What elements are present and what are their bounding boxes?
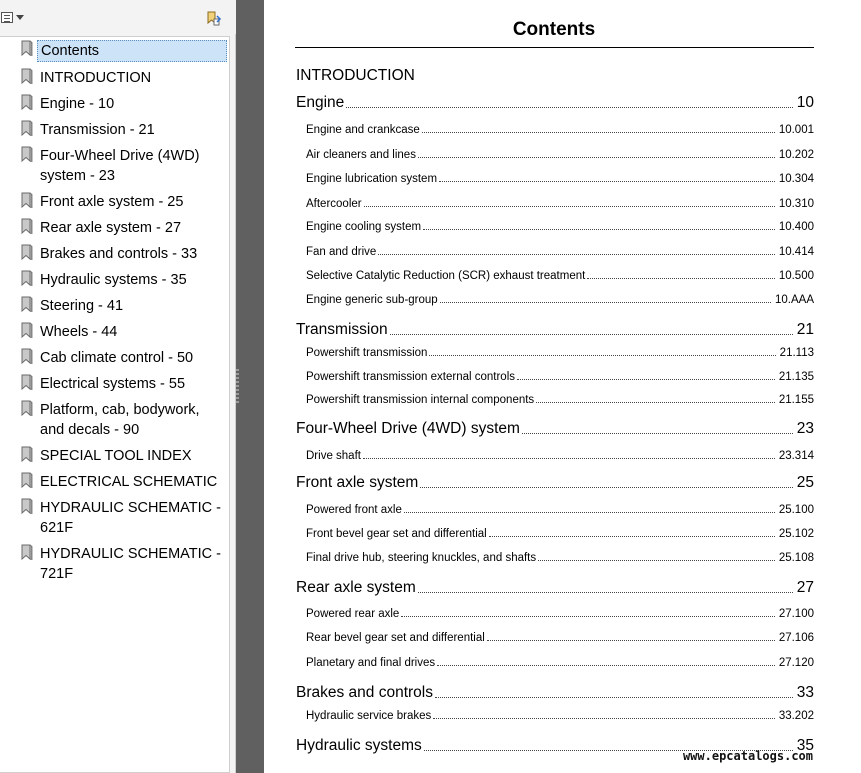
bookmark-icon	[20, 296, 34, 314]
chevron-down-icon	[16, 15, 24, 20]
toc-dot-leader	[517, 379, 775, 380]
bookmark-label: Contents	[37, 40, 227, 62]
toc-page-number: 23.314	[778, 450, 814, 462]
toc-entry-title: Engine and crankcase	[306, 124, 420, 136]
toc-dot-leader	[401, 616, 774, 617]
toc-page-number: 21.135	[778, 371, 814, 383]
toc-dot-leader	[363, 458, 775, 459]
toc-entry-title: INTRODUCTION	[296, 67, 415, 84]
toc-dot-leader	[418, 157, 775, 158]
bookmark-label: Brakes and controls - 33	[40, 246, 198, 262]
bookmark-icon	[20, 218, 34, 236]
toc-entry-title: Powershift transmission internal components	[306, 394, 535, 406]
toc-page-number: 27.120	[778, 657, 814, 669]
bookmark-icon	[20, 146, 34, 164]
toc-entry-title: Powershift transmission external controls	[306, 371, 515, 383]
toc-entry[interactable]	[296, 504, 814, 516]
toc-entry-title: Powered rear axle	[306, 608, 400, 620]
bookmark-icon	[20, 446, 34, 464]
toc-entry[interactable]	[296, 294, 814, 306]
toc-entry-title: Fan and drive	[306, 246, 377, 258]
toc-entry[interactable]	[296, 579, 814, 597]
toc-entry-title: Final drive hub, steering knuckles, and shafts	[306, 552, 537, 564]
toc-page-number: 21.155	[778, 394, 814, 406]
toc-entry-title: Front bevel gear set and differential	[306, 528, 487, 540]
toc-dot-leader	[439, 181, 775, 182]
bookmark-item[interactable]	[0, 400, 229, 440]
toc-entry[interactable]	[296, 684, 814, 702]
bookmarks-toolbar	[0, 0, 236, 34]
toc-dot-leader	[429, 355, 775, 356]
bookmark-label: HYDRAULIC SCHEMATIC - 721F	[40, 546, 221, 582]
toc-entry[interactable]	[296, 270, 814, 282]
toc-page-number: 10.310	[778, 198, 814, 210]
toc-entry[interactable]	[296, 710, 814, 722]
bookmark-icon	[20, 40, 34, 58]
bookmark-item[interactable]	[0, 374, 229, 394]
toc-entry[interactable]	[296, 198, 814, 210]
toc-page-number: 10.500	[778, 270, 814, 282]
toc-entry-title: Rear bevel gear set and differential	[306, 632, 485, 644]
bookmark-icon	[20, 498, 34, 516]
bookmark-label: Platform, cab, bodywork, and decals - 90	[40, 402, 200, 438]
toc-entry-title: Engine cooling system	[306, 221, 422, 233]
bookmark-icon	[20, 322, 34, 340]
toc-dot-leader	[536, 402, 775, 403]
toc-page-number: 10	[796, 94, 814, 111]
toc-page-number: 25.108	[778, 552, 814, 564]
bookmark-icon	[20, 348, 34, 366]
bookmark-item[interactable]	[0, 94, 229, 114]
toc-page-number: 21.113	[779, 347, 814, 359]
toc-page-number: 33	[796, 684, 814, 701]
toc-dot-leader	[435, 697, 793, 698]
bookmark-item[interactable]	[0, 296, 229, 316]
toc-entry[interactable]	[296, 246, 814, 258]
bookmark-item[interactable]	[0, 146, 229, 186]
options-menu-button[interactable]	[0, 9, 24, 25]
toc-page-number: 27.100	[778, 608, 814, 620]
toc-entry-title: Hydraulic systems	[296, 737, 422, 754]
bookmark-item[interactable]	[0, 120, 229, 140]
toc-entry[interactable]	[296, 474, 814, 492]
bookmark-label: Steering - 41	[40, 298, 124, 314]
toc-entry-title: Powershift transmission	[306, 347, 428, 359]
toc-page-number: 35	[796, 737, 814, 754]
toc-entry-title: Rear axle system	[296, 579, 416, 596]
bookmark-label: Cab climate control - 50	[40, 350, 194, 366]
toc-entry[interactable]	[296, 347, 814, 359]
toc-entry-title: Selective Catalytic Reduction (SCR) exhaust treatment	[306, 270, 586, 282]
bookmarks-panel	[0, 0, 236, 773]
toc-dot-leader	[538, 560, 775, 561]
toc-page-number: 25.100	[778, 504, 814, 516]
toc-page-number: 25.102	[778, 528, 814, 540]
toc-entry-title: Engine lubrication system	[306, 173, 438, 185]
toc-dot-leader	[437, 665, 775, 666]
toc-page-number: 10.304	[778, 173, 814, 185]
bookmark-item[interactable]	[0, 544, 229, 584]
toc-entry-title: Powered front axle	[306, 504, 402, 516]
document-page	[264, 0, 861, 773]
toc-entry[interactable]	[296, 657, 814, 669]
toc-entry-title: Transmission	[296, 321, 388, 338]
bookmark-tree	[0, 36, 230, 773]
bookmark-icon	[20, 374, 34, 392]
toc-dot-leader	[433, 718, 775, 719]
bookmark-icon	[20, 472, 34, 490]
toc-entry-title: Brakes and controls	[296, 684, 433, 701]
toc-dot-leader	[422, 132, 775, 133]
toc-entry-title: Aftercooler	[306, 198, 362, 210]
toc-entry[interactable]	[296, 528, 814, 540]
toc-dot-leader	[346, 107, 792, 108]
bookmark-label: Front axle system - 25	[40, 194, 184, 210]
toc-page-number: 10.AAA	[775, 294, 814, 306]
toc-entry[interactable]	[296, 371, 814, 383]
bookmark-label: Rear axle system - 27	[40, 220, 182, 236]
toc-entry[interactable]	[296, 632, 814, 644]
toc-dot-leader	[489, 536, 775, 537]
toc-entry[interactable]	[296, 608, 814, 620]
title-divider	[295, 47, 814, 48]
bookmark-label: ELECTRICAL SCHEMATIC	[40, 474, 218, 490]
bookmark-label: Electrical systems - 55	[40, 376, 186, 392]
toc-entry-title: Hydraulic service brakes	[306, 710, 432, 722]
bookmark-item[interactable]	[0, 218, 229, 238]
bookmark-icon	[20, 120, 34, 138]
toc-page-number: 25	[796, 474, 814, 491]
expand-bookmark-icon	[205, 10, 223, 28]
bookmark-item[interactable]	[0, 472, 229, 492]
bookmark-item[interactable]	[0, 68, 229, 88]
toc-entry-title: Air cleaners and lines	[306, 149, 416, 161]
toc-entry[interactable]	[296, 420, 814, 438]
bookmark-icon	[20, 68, 34, 86]
bookmark-icon	[20, 270, 34, 288]
toc-dot-leader	[420, 487, 792, 488]
bookmark-icon	[20, 400, 34, 418]
toc-page-number: 10.001	[778, 124, 814, 136]
toc-page-number: 33.202	[778, 710, 814, 722]
expand-bookmark-button[interactable]	[205, 10, 223, 28]
bookmark-label: INTRODUCTION	[40, 70, 152, 86]
toc-entry-title: Engine generic sub-group	[306, 294, 438, 306]
toc-entry-title: Four-Wheel Drive (4WD) system	[296, 420, 520, 437]
toc-page-number: 27.106	[778, 632, 814, 644]
bookmark-label: HYDRAULIC SCHEMATIC - 621F	[40, 500, 221, 536]
toc-entry[interactable]	[296, 321, 814, 339]
toc-dot-leader	[378, 254, 774, 255]
page-title: Contents	[512, 19, 596, 40]
bookmark-icon	[20, 244, 34, 262]
toc-page-number: 27	[796, 579, 814, 596]
watermark: www.epcatalogs.com	[682, 749, 813, 763]
bookmark-icon	[20, 192, 34, 210]
toc-entry[interactable]	[296, 394, 814, 406]
bookmark-item[interactable]	[0, 446, 229, 466]
toc-page-number: 10.400	[778, 221, 814, 233]
toc-dot-leader	[487, 640, 775, 641]
toc-entry[interactable]	[296, 221, 814, 233]
bookmark-label: Engine - 10	[40, 96, 115, 112]
toc-dot-leader	[440, 302, 771, 303]
bookmark-icon	[20, 94, 34, 112]
bookmark-item[interactable]	[0, 498, 229, 538]
bookmark-item[interactable]	[0, 322, 229, 342]
toc-entry[interactable]	[296, 552, 814, 564]
toc-dot-leader	[587, 278, 774, 279]
toc-entry[interactable]	[296, 94, 814, 112]
bookmark-label: Hydraulic systems - 35	[40, 272, 187, 288]
bookmark-label: Four-Wheel Drive (4WD) system - 23	[40, 148, 200, 184]
bookmark-label: SPECIAL TOOL INDEX	[40, 448, 192, 464]
bookmark-item[interactable]	[0, 270, 229, 290]
bookmark-item[interactable]	[0, 244, 229, 264]
toc-entry-title: Front axle system	[296, 474, 419, 491]
bookmark-label: Transmission - 21	[40, 122, 155, 138]
bookmark-item[interactable]	[0, 40, 229, 62]
toc-dot-leader	[364, 206, 775, 207]
toc-entry[interactable]	[296, 173, 814, 185]
toc-entry[interactable]	[296, 450, 814, 462]
splitter-grip[interactable]	[236, 369, 239, 403]
toc-dot-leader	[390, 334, 793, 335]
toc-page-number: 10.414	[778, 246, 814, 258]
toc-entry-title: Planetary and final drives	[306, 657, 436, 669]
toc-dot-leader	[418, 592, 793, 593]
toc-page-number: 21	[796, 321, 814, 338]
toc-entry[interactable]	[296, 149, 814, 161]
toc-dot-leader	[404, 512, 775, 513]
toc-page-number: 10.202	[778, 149, 814, 161]
options-menu-icon	[1, 12, 13, 23]
bookmark-item[interactable]	[0, 192, 229, 212]
bookmark-item[interactable]	[0, 348, 229, 368]
pane-splitter[interactable]	[236, 0, 264, 773]
toc-entry-title: Engine	[296, 94, 345, 111]
bookmark-icon	[20, 544, 34, 562]
toc-dot-leader	[423, 229, 775, 230]
toc-entry[interactable]	[296, 67, 814, 85]
toc-dot-leader	[522, 433, 793, 434]
toc-entry[interactable]	[296, 124, 814, 136]
toc-page-number: 23	[796, 420, 814, 437]
bookmark-label: Wheels - 44	[40, 324, 118, 340]
toc-entry-title: Drive shaft	[306, 450, 361, 462]
